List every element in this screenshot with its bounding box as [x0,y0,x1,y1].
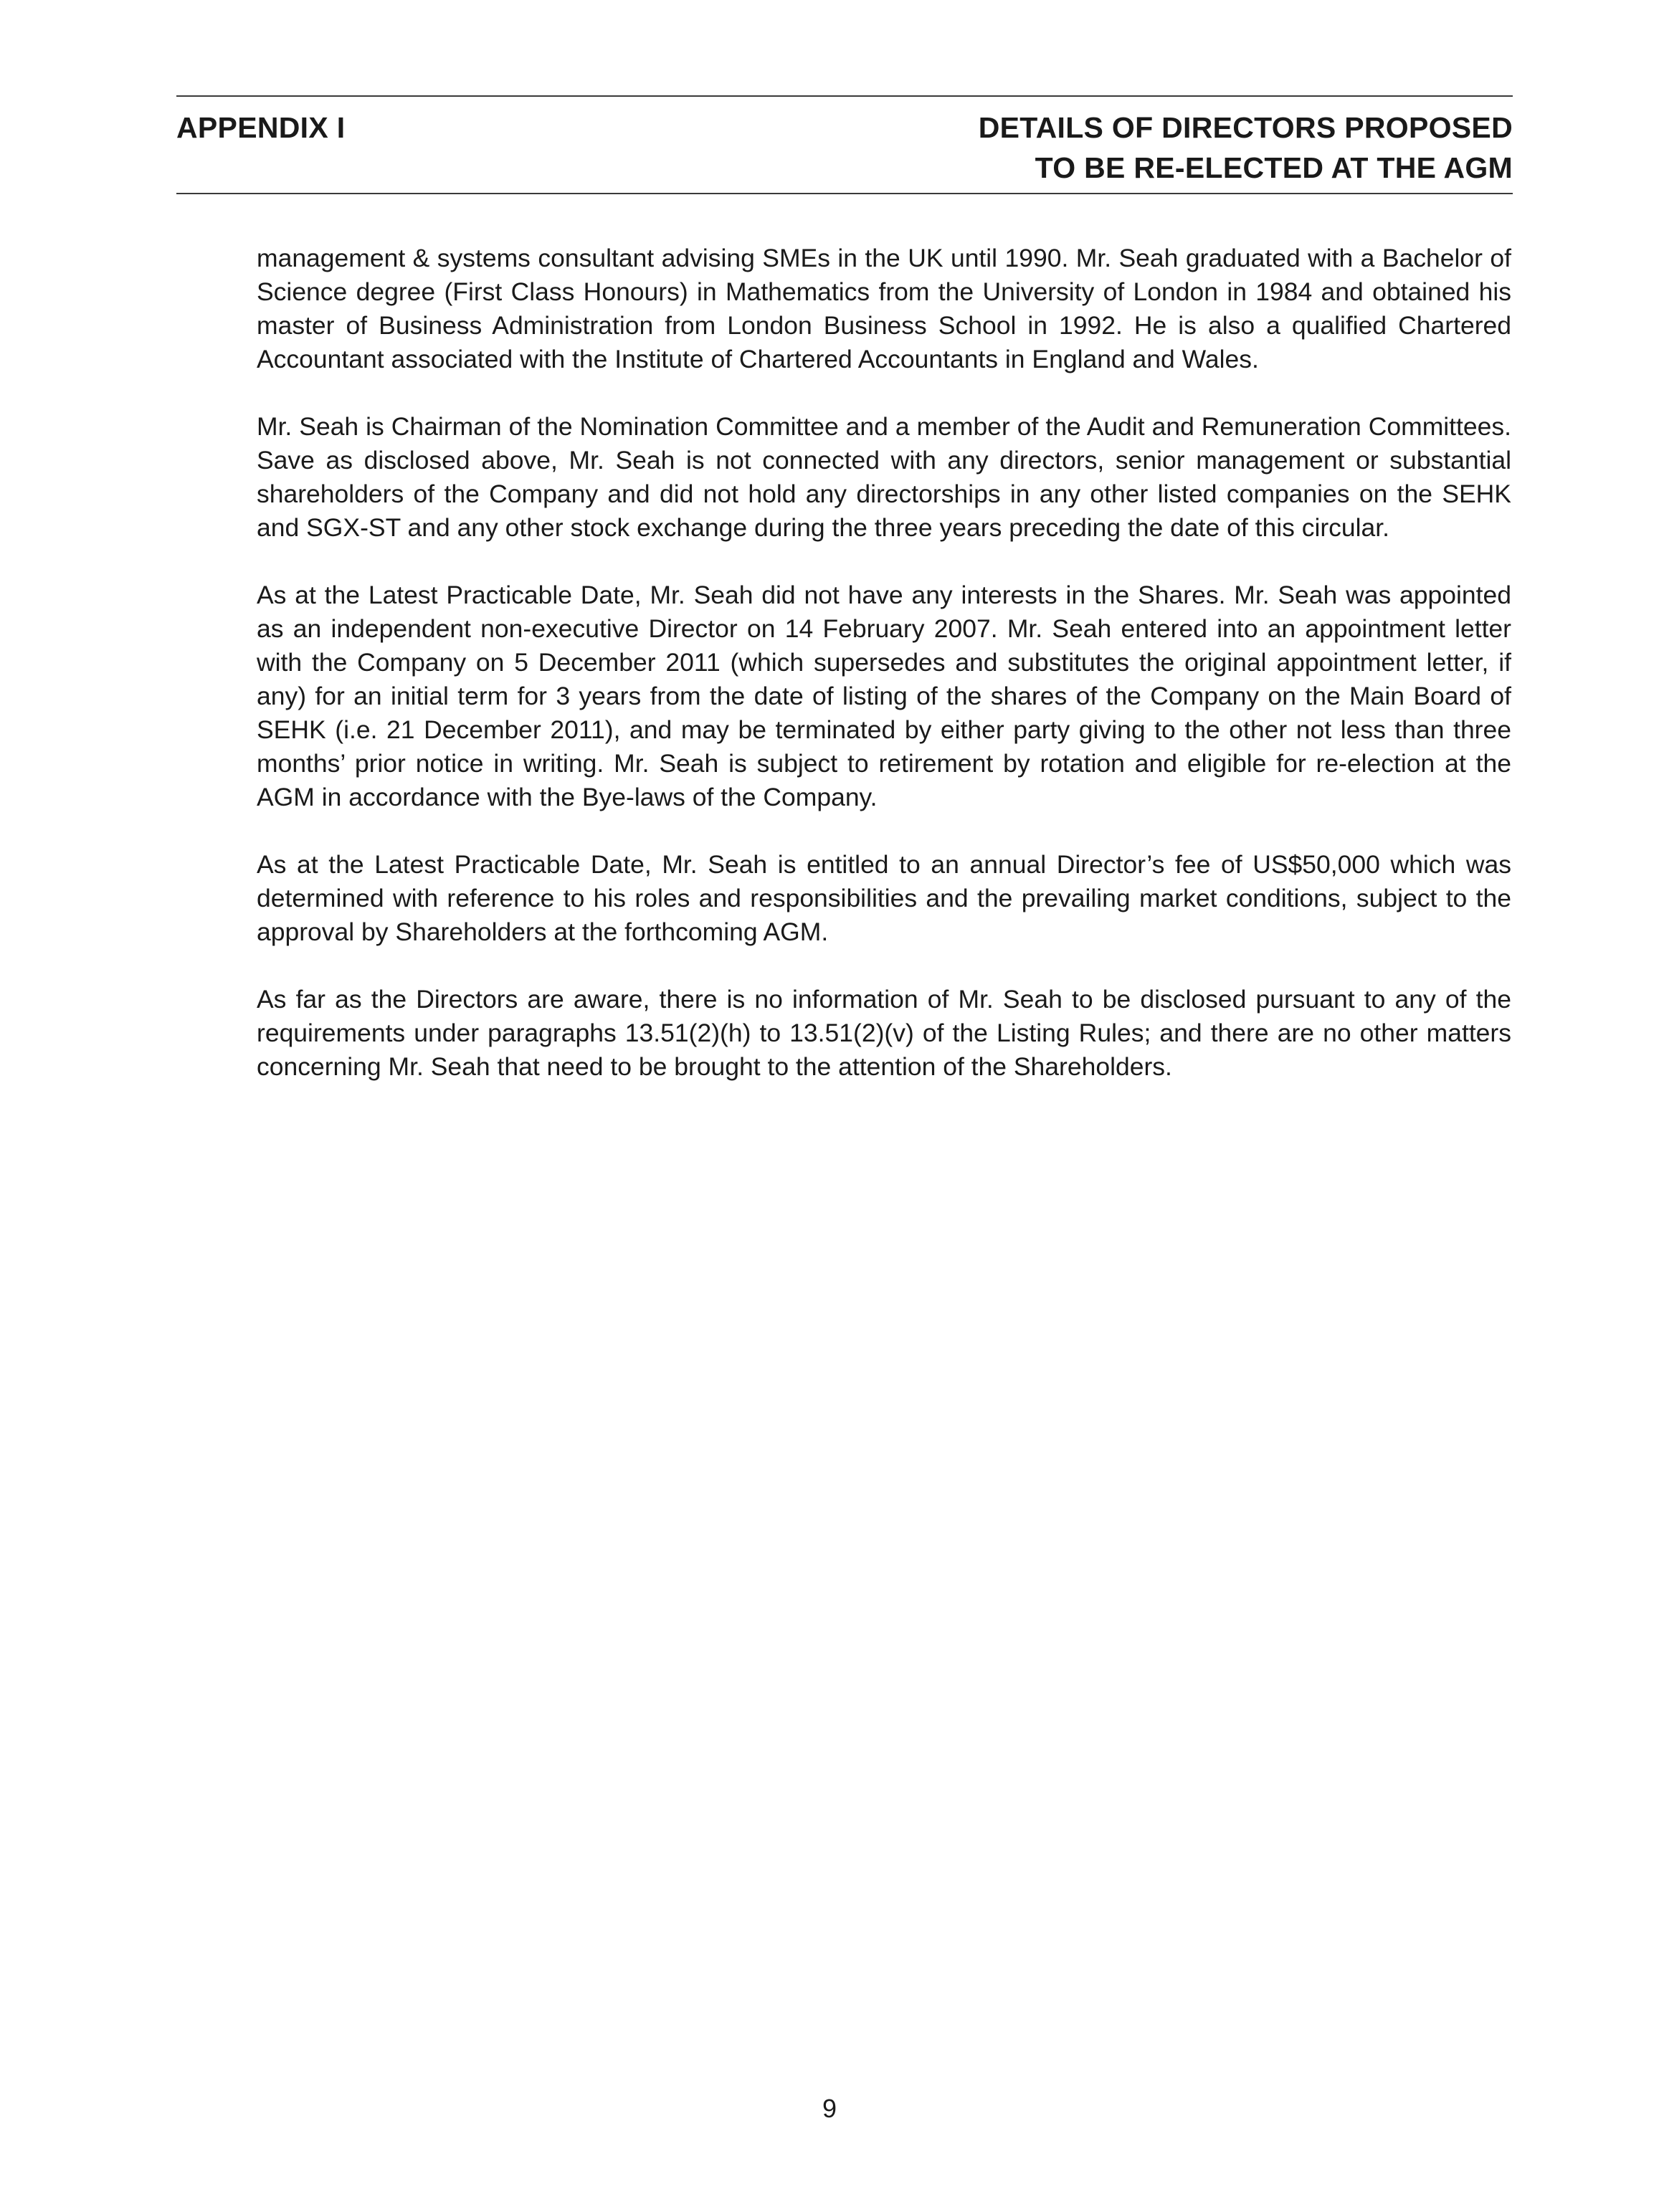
section-title-line-2: TO BE RE-ELECTED AT THE AGM [1035,151,1513,184]
paragraph-committees: Mr. Seah is Chairman of the Nomination Committee and a member of the Audit and Remuneration Committees. Save as disclosed above, Mr. Seah is not connected with any directors, senior management or substantial shareholders of the Company and did not hold any directorships in any other listed companies on the SEHK and SGX-ST and any other stock exchange during the three years preceding the date of this circular. [257,412,1511,542]
header-top-rule [176,95,1513,97]
section-title [979,108,1513,188]
page-number: 9 [822,2094,837,2123]
paragraph-disclosure: As far as the Directors are aware, there is no information of Mr. Seah to be disclosed pursuant to any of the requirements under paragraphs 13.51(2)(h) to 13.51(2)(v) of the Listing Rules; and there are no other matters concerning Mr. Seah that need to be brought to the attention of the Shareholders. [257,985,1511,1081]
paragraph-director-fee: As at the Latest Practicable Date, Mr. Seah is entitled to an annual Director’s fee of US$50,000 which was determined with reference to his roles and responsibilities and the prevailing market conditions, subject to the approval by Shareholders at the forthcoming AGM. [257,850,1511,946]
section-title-line-1: DETAILS OF DIRECTORS PROPOSED [978,111,1513,144]
header-bottom-rule [176,193,1513,194]
paragraph-education: management & systems consultant advising SMEs in the UK until 1990. Mr. Seah graduated with a Bachelor of Science degree (First Class Honours) in Mathematics from the University of London in 1984 and obtained his master of Business Administration from London Business School in 1992. He is also a qualified Chartered Accountant associated with the Institute of Chartered Accountants in England and Wales. [257,244,1511,373]
paragraph-appointment: As at the Latest Practicable Date, Mr. Seah did not have any interests in the Shares. Mr. Seah was appointed as an independent non-executive Director on 14 February 2007. Mr. Seah entered into an appointment letter with the Company on 5 December 2011 (which supersedes and substitutes the original appointment letter, if any) for an initial term for 3 years from the date of listing of the shares of the Company on the Main Board of SEHK (i.e. 21 December 2011), and may be terminated by either party giving to the other not less than three months’ prior notice in writing. Mr. Seah is subject to retirement by rotation and eligible for re-election at the AGM in accordance with the Bye-laws of the Company. [257,581,1511,811]
appendix-label: APPENDIX I [176,111,346,144]
document-body [257,242,1511,1117]
